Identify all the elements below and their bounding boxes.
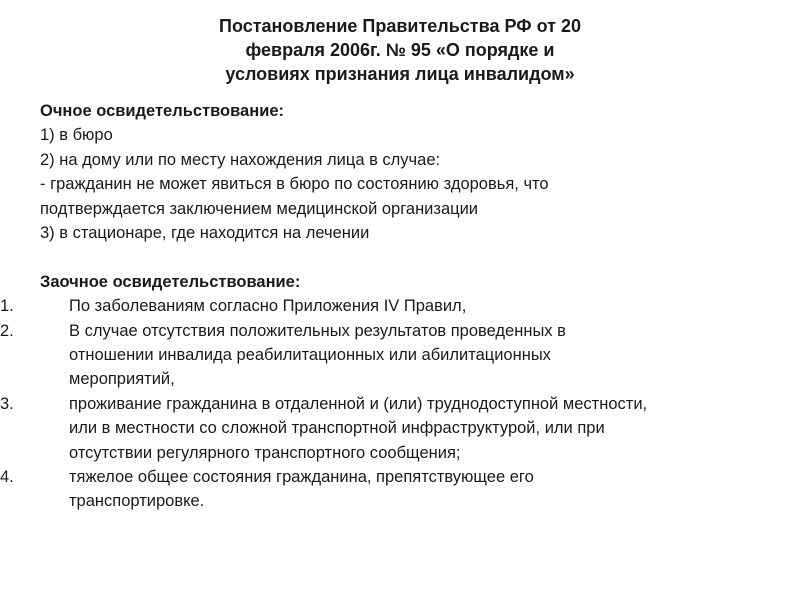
in-person-line: 2) на дому или по месту нахождения лица в случае: [40,150,441,169]
list-item-line: отсутствии регулярного транспортного сообщения; [69,443,461,462]
list-item [0,294,740,318]
list-item-number: 1. [0,297,14,316]
list-item-line: По заболеваниям согласно Приложения IV Правил, [69,297,467,316]
section-spacer [40,245,780,269]
list-item-line: отношении инвалида реабилитационных или абилитационных [69,346,551,365]
list-item-line: мероприятий, [69,370,175,389]
in-person-line: подтверждается заключением медицинской организации [40,199,479,218]
list-item-line: В случае отсутствия положительных результатов проведенных в [69,321,566,340]
list-item [0,465,740,514]
in-person-line: 1) в бюро [40,126,113,145]
list-item [0,392,740,465]
title-line: Постановление Правительства РФ от 20 [219,16,581,36]
list-item-line: или в местности со сложной транспортной инфраструктурой, или при [69,419,605,438]
content-body [0,99,780,514]
title-line: условиях признания лица инвалидом» [225,64,575,84]
in-person-section [40,99,780,245]
in-absentia-heading: Заочное освидетельствование: [40,272,301,291]
list-item-line: тяжелое общее состояния гражданина, препятствующее его [69,468,534,487]
list-item-line: проживание гражданина в отдаленной и (или) труднодоступной местности, [69,394,648,413]
in-absentia-list [0,294,740,514]
in-person-heading: Очное освидетельствование: [40,102,285,120]
list-item-number: 2. [0,321,14,340]
in-absentia-section [0,270,780,514]
list-item [0,319,740,392]
in-person-line: 3) в стационаре, где находится на лечении [40,224,370,243]
list-item-line: транспортировке. [69,492,205,511]
list-item-number: 4. [0,468,14,487]
in-person-line: - гражданин не может явиться в бюро по состоянию здоровья, что [40,175,549,194]
title-line: февраля 2006г. № 95 «О порядке и [245,40,555,60]
list-item-number: 3. [0,394,14,413]
page-title [150,14,650,86]
